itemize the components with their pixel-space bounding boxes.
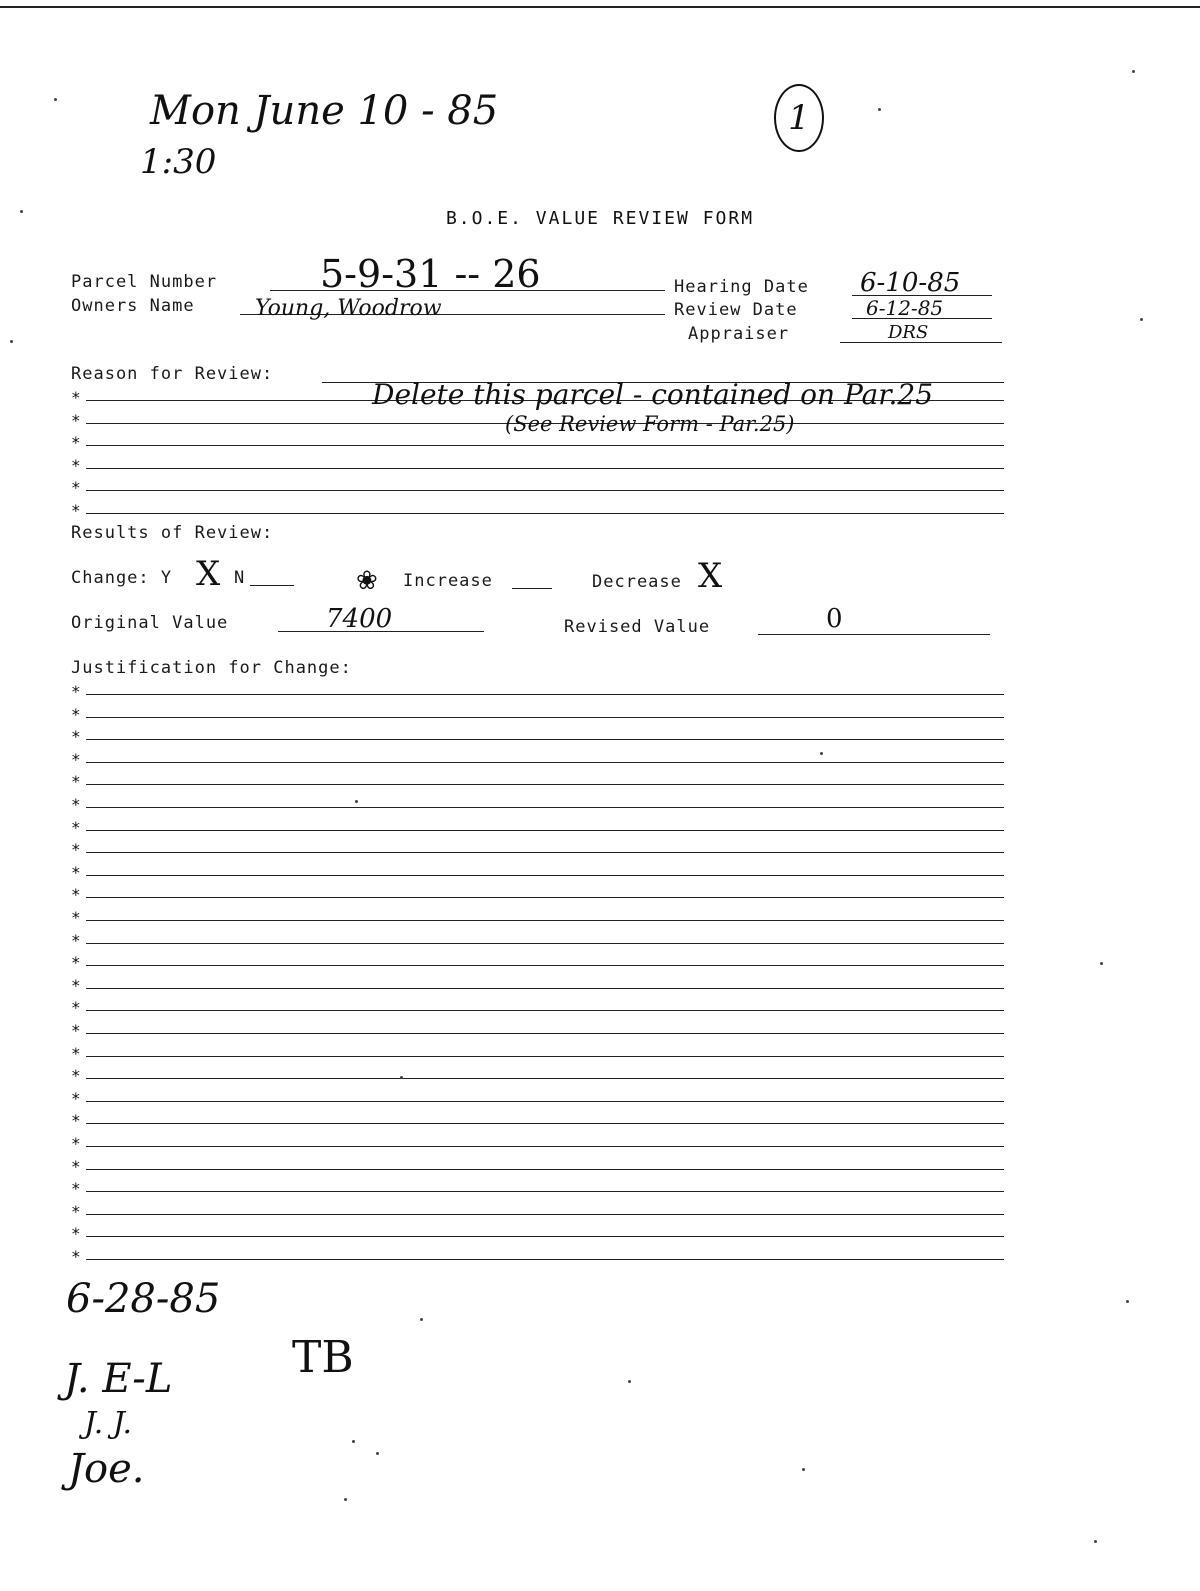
review-date-label: Review Date bbox=[674, 300, 798, 320]
justification-line bbox=[86, 694, 1004, 695]
change-label: Change: Y bbox=[71, 568, 173, 588]
justification-star: * bbox=[71, 1111, 81, 1131]
scan-speck bbox=[10, 340, 13, 343]
scan-speck bbox=[878, 108, 881, 111]
justification-line bbox=[86, 897, 1004, 898]
scan-speck bbox=[1132, 70, 1135, 73]
justification-star: * bbox=[71, 727, 81, 747]
appraiser-value: DRS bbox=[888, 322, 929, 343]
reason-text-line2: (See Review Form - Par.25) bbox=[505, 412, 795, 436]
scan-speck bbox=[420, 1318, 423, 1321]
reason-line bbox=[86, 445, 1004, 446]
scan-speck bbox=[344, 1498, 347, 1501]
justification-line bbox=[86, 717, 1004, 718]
justification-star: * bbox=[71, 953, 81, 973]
reason-line bbox=[86, 490, 1004, 491]
handwritten-initials-tb: TB bbox=[292, 1332, 354, 1383]
reason-text-line1: Delete this parcel - contained on Par.25 bbox=[372, 378, 934, 411]
change-n-line bbox=[250, 585, 294, 586]
justification-line bbox=[86, 762, 1004, 763]
justification-line bbox=[86, 965, 1004, 966]
justification-line bbox=[86, 1169, 1004, 1170]
justification-star: * bbox=[71, 817, 81, 837]
justification-line bbox=[86, 1056, 1004, 1057]
justification-line bbox=[86, 1033, 1004, 1034]
justification-line bbox=[86, 943, 1004, 944]
justification-line bbox=[86, 1010, 1004, 1011]
reason-star: * bbox=[71, 455, 81, 475]
justification-star: * bbox=[71, 975, 81, 995]
scan-speck bbox=[20, 210, 23, 213]
justification-star: * bbox=[71, 1224, 81, 1244]
original-value: 7400 bbox=[326, 604, 393, 634]
parcel-number-value: 5-9-31 -- 26 bbox=[320, 252, 541, 296]
scan-speck bbox=[400, 1076, 403, 1079]
form-title: B.O.E. VALUE REVIEW FORM bbox=[445, 208, 755, 229]
change-x-mark: X bbox=[196, 554, 221, 594]
scan-speck bbox=[355, 800, 358, 803]
justification-line bbox=[86, 1078, 1004, 1079]
appraiser-label: Appraiser bbox=[688, 324, 790, 344]
results-label: Results of Review: bbox=[71, 523, 274, 543]
hearing-date-value: 6-10-85 bbox=[860, 268, 961, 298]
circled-number bbox=[774, 84, 824, 152]
justification-star: * bbox=[71, 1179, 81, 1199]
revised-value-line bbox=[758, 634, 990, 635]
justification-label: Justification for Change: bbox=[71, 658, 352, 678]
justification-star: * bbox=[71, 1043, 81, 1063]
revised-value: 0 bbox=[826, 604, 843, 634]
justification-line bbox=[86, 1123, 1004, 1124]
reason-star: * bbox=[71, 478, 81, 497]
justification-star: * bbox=[71, 1021, 81, 1040]
signature-line-1: J. E-L bbox=[64, 1356, 173, 1402]
signature-line-2: J. J. bbox=[84, 1406, 133, 1441]
scan-speck bbox=[820, 752, 823, 755]
scan-speck bbox=[352, 1440, 355, 1443]
justification-line bbox=[86, 830, 1004, 831]
justification-star: * bbox=[71, 1066, 81, 1086]
scan-speck bbox=[376, 1452, 379, 1455]
reason-label: Reason for Review: bbox=[71, 364, 274, 384]
change-n-label: N bbox=[234, 568, 246, 588]
handwritten-time: 1:30 bbox=[140, 142, 217, 182]
handwritten-bottom-date: 6-28-85 bbox=[66, 1276, 221, 1322]
justification-star: * bbox=[71, 1156, 81, 1176]
justification-star: * bbox=[71, 1201, 81, 1221]
scribble-mark: ❀ bbox=[356, 566, 378, 596]
justification-line bbox=[86, 1214, 1004, 1215]
revised-value-label: Revised Value bbox=[564, 617, 711, 637]
justification-star: * bbox=[71, 908, 81, 927]
reason-star: * bbox=[71, 500, 81, 520]
justification-star: * bbox=[71, 930, 81, 950]
justification-star: * bbox=[71, 795, 81, 814]
justification-line bbox=[86, 1146, 1004, 1147]
owners-name-value: Young, Woodrow bbox=[255, 296, 442, 321]
justification-line bbox=[86, 920, 1004, 921]
justification-line bbox=[86, 807, 1004, 808]
scan-speck bbox=[1126, 1300, 1129, 1303]
justification-line bbox=[86, 1191, 1004, 1192]
handwritten-date: Mon June 10 - 85 bbox=[150, 88, 499, 134]
increase-line bbox=[512, 588, 552, 589]
justification-star: * bbox=[71, 682, 81, 701]
reason-star: * bbox=[71, 433, 81, 452]
hearing-date-label: Hearing Date bbox=[674, 277, 809, 297]
justification-line bbox=[86, 988, 1004, 989]
justification-line bbox=[86, 1101, 1004, 1102]
justification-star: * bbox=[71, 1088, 81, 1108]
justification-star: * bbox=[71, 840, 81, 860]
increase-label: Increase bbox=[403, 571, 493, 591]
justification-star: * bbox=[71, 749, 81, 769]
scan-speck bbox=[802, 1468, 805, 1471]
justification-star: * bbox=[71, 772, 81, 792]
scan-speck bbox=[1100, 962, 1103, 965]
justification-star: * bbox=[71, 885, 81, 905]
decrease-x-mark: X bbox=[698, 556, 723, 596]
justification-star: * bbox=[71, 1134, 81, 1153]
justification-star: * bbox=[71, 998, 81, 1018]
justification-line bbox=[86, 852, 1004, 853]
reason-star: * bbox=[71, 388, 81, 407]
decrease-label: Decrease bbox=[592, 572, 682, 592]
reason-star: * bbox=[71, 410, 81, 430]
scan-speck bbox=[1140, 318, 1143, 321]
circled-number-text: 1 bbox=[788, 98, 810, 138]
justification-star: * bbox=[71, 862, 81, 882]
reason-line bbox=[86, 468, 1004, 469]
justification-line bbox=[86, 739, 1004, 740]
original-value-label: Original Value bbox=[71, 613, 229, 633]
signature-line-3: Joe. bbox=[68, 1446, 145, 1492]
justification-line bbox=[86, 1236, 1004, 1237]
justification-line bbox=[86, 784, 1004, 785]
owners-name-label: Owners Name bbox=[71, 296, 195, 316]
top-edge-line bbox=[0, 6, 1200, 8]
justification-star: * bbox=[71, 704, 81, 724]
scan-speck bbox=[54, 98, 57, 101]
reason-line bbox=[86, 513, 1004, 514]
justification-star: * bbox=[71, 1247, 81, 1266]
scan-speck bbox=[1094, 1540, 1097, 1543]
justification-line bbox=[86, 875, 1004, 876]
parcel-number-label: Parcel Number bbox=[71, 272, 218, 292]
justification-line bbox=[86, 1259, 1004, 1260]
scan-speck bbox=[628, 1380, 631, 1383]
review-date-value: 6-12-85 bbox=[866, 296, 944, 320]
